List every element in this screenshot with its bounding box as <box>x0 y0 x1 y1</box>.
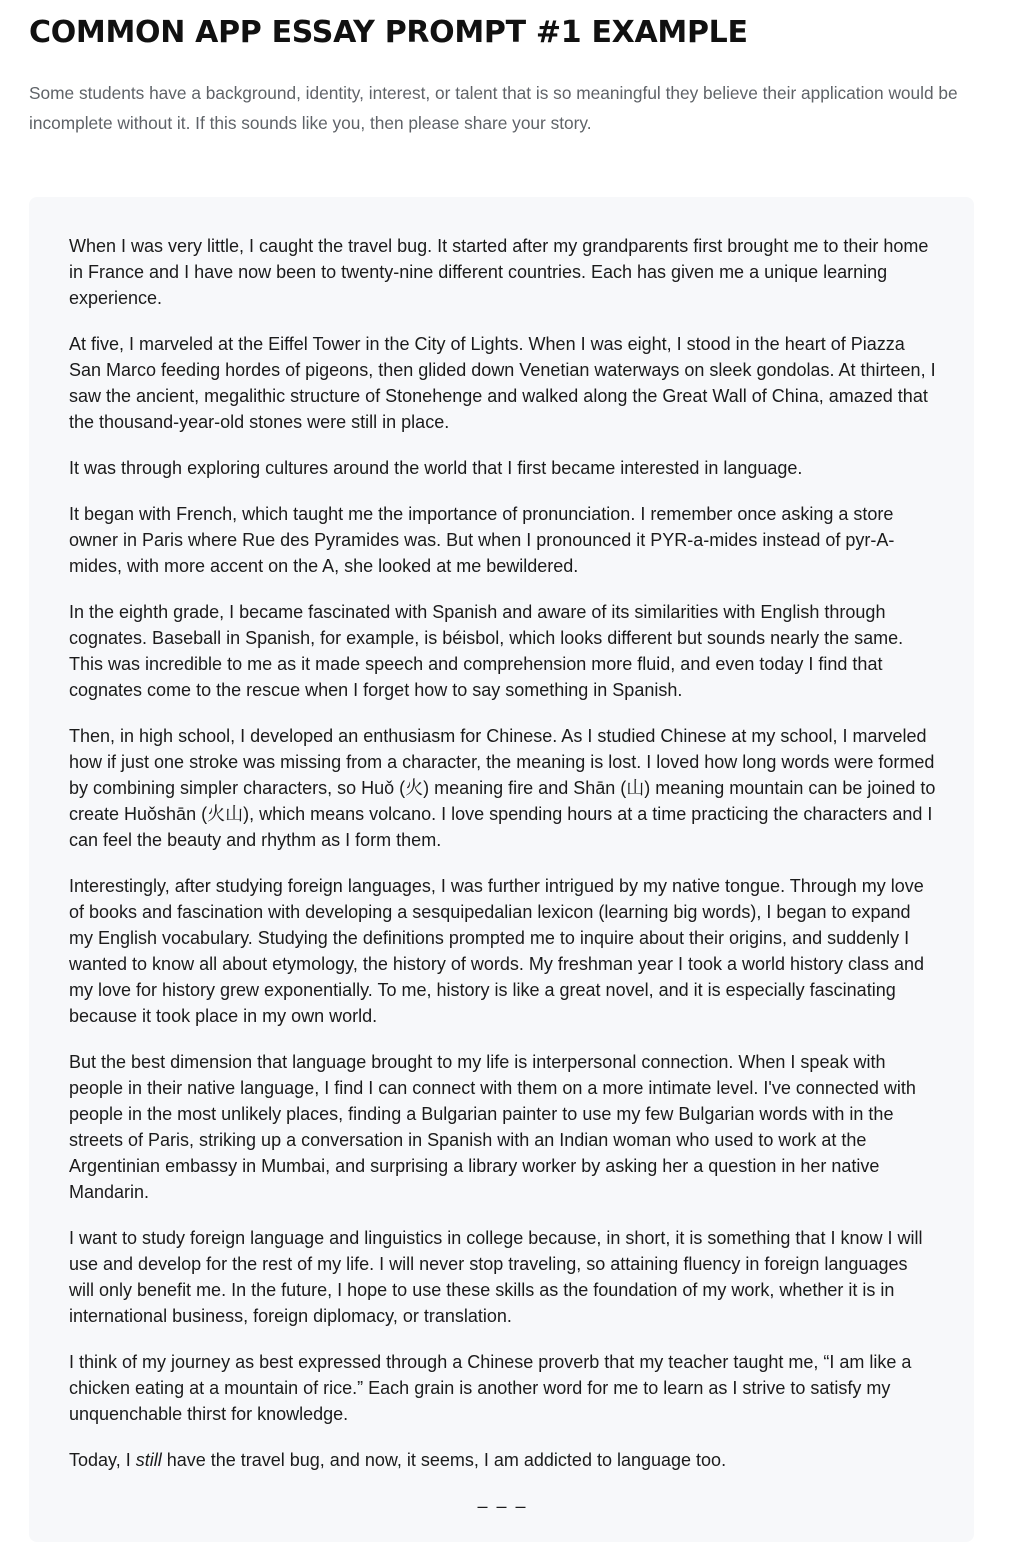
essay-prompt: Some students have a background, identity, interest, or talent that is so meaningful they believe their application would be incomplete without it. If this sounds like you, then please share your story. <box>29 83 958 133</box>
section-separator: – – – <box>477 1496 528 1516</box>
essay-paragraph: In the eighth grade, I became fascinated with Spanish and aware of its similarities with English through cognates. Baseball in Spanish, for example, is béisbol, which looks different but sounds nearly the same. This was incredible to me as it made speech and comprehension more fluid, and even today I find that cognates come to the rescue when I forget how to say something in Spanish. <box>69 602 904 700</box>
essay-paragraph: When I was very little, I caught the travel bug. It started after my grandparents first brought me to their home in France and I have now been to twenty-nine different countries. Each has given me a unique learning experience. <box>69 236 929 308</box>
page-title: COMMON APP ESSAY PROMPT #1 EXAMPLE <box>29 15 748 50</box>
essay-paragraph: At five, I marveled at the Eiffel Tower in the City of Lights. When I was eight, I stood in the heart of Piazza San Marco feeding hordes of pigeons, then glided down Venetian waterways on sleek gondolas. At thirteen, I saw the ancient, megalithic structure of Stonehenge and walked along the Great Wall of China, amazed that the thousand-year-old stones were still in place. <box>69 334 936 432</box>
essay-paragraph: I want to study foreign language and linguistics in college because, in short, it is something that I know I will use and develop for the rest of my life. I will never stop traveling, so attaining fluency in foreign languages will only benefit me. In the future, I hope to use these skills as the foundation of my work, whether it is in international business, foreign diplomacy, or translation. <box>69 1228 923 1326</box>
closing-emphasis: still <box>135 1450 162 1470</box>
essay-paragraph: But the best dimension that language brought to my life is interpersonal connection. When I speak with people in their native language, I find I can connect with them on a more intimate level. I've connected with people in the most unlikely places, finding a Bulgarian painter to use my few Bulgarian words with in the streets of Paris, striking up a conversation in Spanish with an Indian woman who used to work at the Argentinian embassy in Mumbai, and surprising a library worker by asking her a question in her native Mandarin. <box>69 1052 916 1202</box>
essay-paragraph: Then, in high school, I developed an enthusiasm for Chinese. As I studied Chinese at my school, I marveled how if just one stroke was missing from a character, the meaning is lost. I loved how long words were formed by combining simpler characters, so Huǒ (火) meaning fire and Shān (山) meaning mountain can be joined to create Huǒshān (火山), which means volcano. I love spending hours at a time practicing the characters and I can feel the beauty and rhythm as I form them. <box>69 726 936 850</box>
essay-paragraph: I think of my journey as best expressed through a Chinese proverb that my teacher taught me, “I am like a chicken eating at a mountain of rice.” Each grain is another word for me to learn as I strive to satisfy my unquenchable thirst for knowledge. <box>69 1352 912 1424</box>
closing-text-start: Today, I <box>69 1450 136 1470</box>
essay-paragraph: It was through exploring cultures around the world that I first became interested in language. <box>69 458 803 478</box>
essay-paragraph: Interestingly, after studying foreign languages, I was further intrigued by my native tongue. Through my love of books and fascination with developing a sesquipedalian lexicon (learning big words), I began to expand my English vocabulary. Studying the definitions prompted me to inquire about their origins, and suddenly I wanted to know all about etymology, the history of words. My freshman year I took a world history class and my love for history grew exponentially. To me, history is like a great novel, and it is especially fascinating because it took place in my own world. <box>69 876 925 1026</box>
essay-container <box>29 197 974 1542</box>
essay-closing-paragraph <box>69 1447 936 1473</box>
closing-text-end: have the travel bug, and now, it seems, I am addicted to language too. <box>161 1450 727 1470</box>
essay-paragraph: It began with French, which taught me the importance of pronunciation. I remember once asking a store owner in Paris where Rue des Pyramides was. But when I pronounced it PYR-a-mides instead of pyr-A-mides, with more accent on the A, she looked at me bewildered. <box>69 504 895 576</box>
